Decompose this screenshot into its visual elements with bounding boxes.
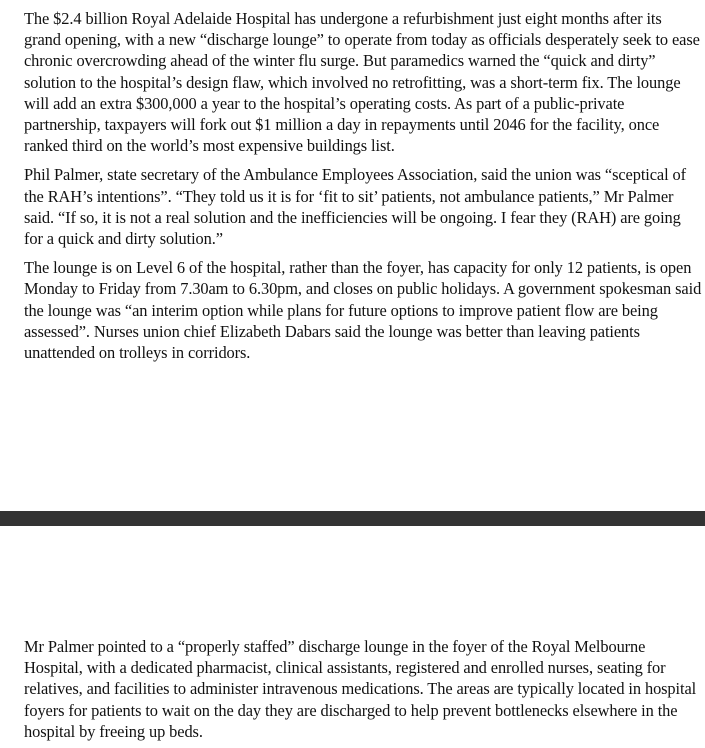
article-body-top bbox=[24, 8, 702, 363]
article-body-continued bbox=[24, 636, 702, 742]
paragraph-hospital-refurbishment: The $2.4 billion Royal Adelaide Hospital has undergone a refurbishment just eight months after its grand opening, with a new “discharge lounge” to operate from today as officials desperately seek to ease chronic overcrowding ahead of the winter flu surge. But paramedics warned the “quick and dirty” solution to the hospital’s design flaw, which involved no retrofitting, was a short-term fix. The lounge will add an extra $300,000 a year to the hospital’s operating costs. As part of a public-private partnership, taxpayers will fork out $1 million a day in repayments until 2046 for the facility, once ranked third on the world’s most expensive buildings list. bbox=[24, 9, 700, 156]
paragraph-lounge-details: The lounge is on Level 6 of the hospital, rather than the foyer, has capacity for only 12 patients, is open Monday to Friday from 7.30am to 6.30pm, and closes on public holidays. A government spokesman said the lounge was “an interim option while plans for future options to improve patient flow are being assessed”. Nurses union chief Elizabeth Dabars said the lounge was better than leaving patients unattended on trolleys in corridors. bbox=[24, 258, 702, 363]
paragraph-royal-melbourne-comparison: Mr Palmer pointed to a “properly staffed” discharge lounge in the foyer of the Royal Melbourne Hospital, with a dedicated pharmacist, clinical assistants, registered and enrolled nurses, seating for relatives, and facilities to administer intravenous medications. The areas are typically located in hospital foyers for patients to wait on the day they are discharged to help prevent bottlenecks elsewhere in the hospital by freeing up beds. bbox=[24, 637, 697, 741]
section-divider-bar bbox=[0, 511, 705, 526]
paragraph-union-response: Phil Palmer, state secretary of the Ambulance Employees Association, said the union was “sceptical of the RAH’s intentions”. “They told us it is for ‘fit to sit’ patients, not ambulance patients,” Mr Palmer said. “If so, it is not a real solution and the inefficiencies will be ongoing. I fear they (RAH) are going for a quick and dirty solution.” bbox=[24, 165, 686, 249]
